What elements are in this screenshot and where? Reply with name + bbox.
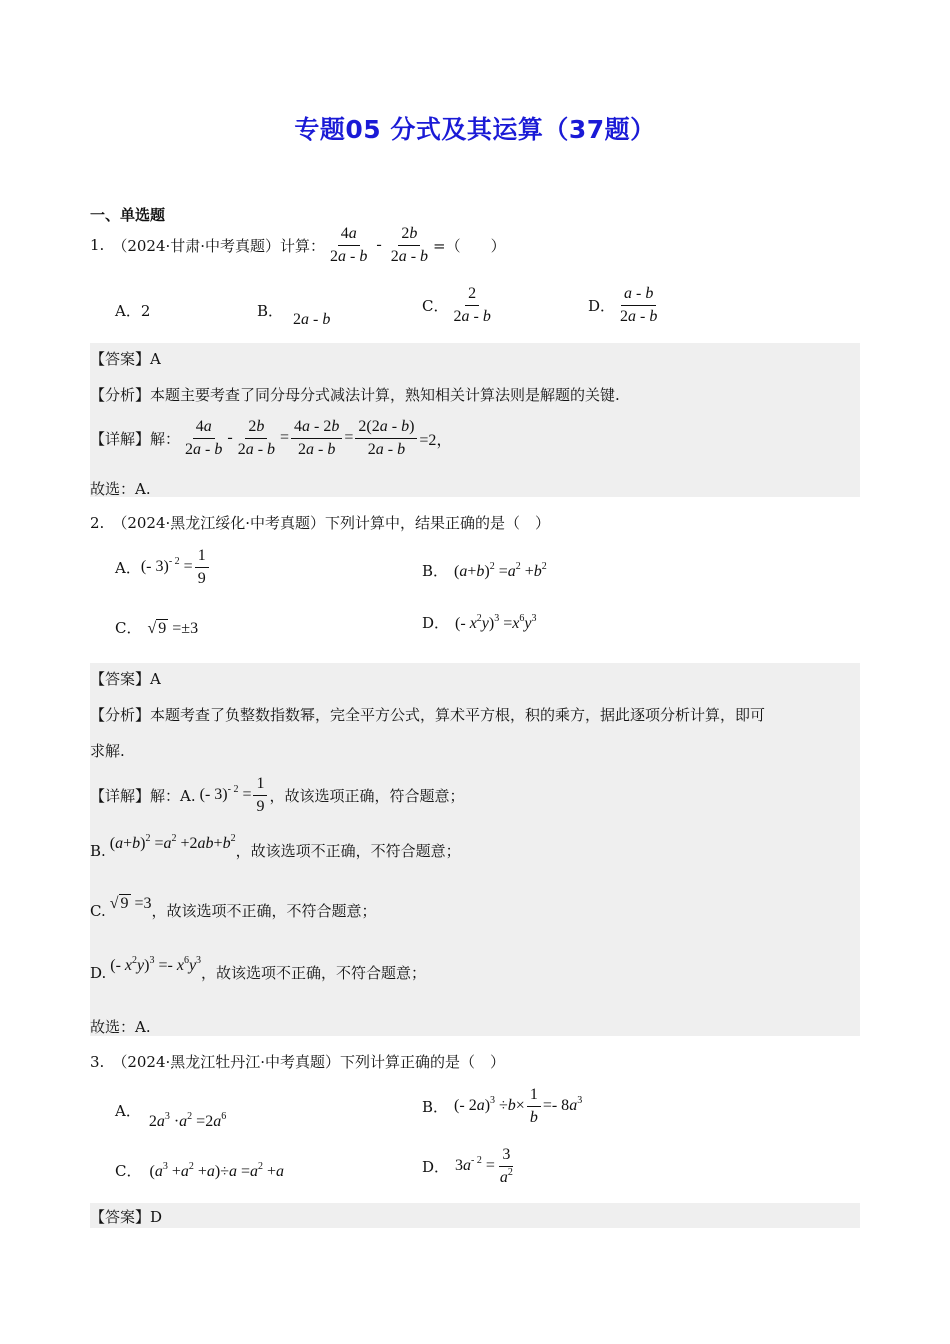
q2-detail-a: 【详解】 解：A. (- 3)$^{- 2}$ = $\frac{1}{9}$ ，故该选项正确，符合题意； bbox=[90, 774, 465, 815]
q2-detail-c: C. √ 9 =3，故该选项不正确，不符合题意； bbox=[90, 895, 377, 920]
q2-analysis-line2: 求解. bbox=[90, 742, 125, 760]
section-heading: 一、单选题 bbox=[90, 206, 166, 224]
q2-option-a: A． (- 3)$^{- 2}$ = $\frac{1}{9}$ bbox=[115, 545, 211, 589]
q3-solution-box bbox=[90, 1203, 860, 1228]
q2-answer: 【答案】A bbox=[90, 670, 161, 688]
q1-source: （2024·甘肃·中考真题）计算： bbox=[112, 236, 326, 255]
q1-option-b: B． 2a - b bbox=[257, 302, 331, 328]
q1-tail: =（ ） bbox=[433, 236, 506, 255]
q3-option-d: D． $3a^{- 2}$ = $\frac{3}{a^2}$ bbox=[422, 1145, 513, 1186]
q3-option-a: A．$2a^3 \cdot a^2 =2a^6$ bbox=[115, 1102, 227, 1130]
q1-option-d: D． $\frac{a - b}{2a - b}$ bbox=[588, 285, 658, 325]
q3-option-c: C． $(a^3 +a^2 +a)\div a =a^2 +a$ bbox=[115, 1161, 285, 1180]
q2-option-c: C． √ 9 =±3 bbox=[115, 619, 199, 637]
page-title: 专题05 分式及其运算（37题） bbox=[294, 115, 656, 144]
q1-number: 1. bbox=[90, 236, 105, 254]
q1-detail: 【详解】 解： $\frac{4a}{2a - b}$ - $\frac{2b}{2a - b}$ = $\frac{4a - 2b}{2a - b}$ = $\frac{2(2a - b)}{2a - b}$ =2， bbox=[90, 417, 453, 458]
q3-answer: 【答案】D bbox=[90, 1208, 163, 1226]
q1-analysis: 【分析】本题主要考查了同分母分式减法计算，熟知相关计算法则是解题的关键. bbox=[90, 386, 620, 404]
q2-detail-d: D. (- $x^2y)^3 =- x^6y^3$，故该选项不正确，不符合题意； bbox=[90, 955, 427, 982]
q2-analysis-line1: 【分析】本题考查了负整数指数幂，完全平方公式，算术平方根，积的乘方，据此逐项分析计算，即可 bbox=[90, 706, 766, 724]
question-1 bbox=[90, 224, 506, 266]
q3-option-b: B． (- 2a)$^3$ ÷b× $\frac{1}{b}$ =- $8a^3$ bbox=[422, 1085, 583, 1126]
q1-answer: 【答案】A bbox=[90, 350, 161, 368]
q2-detail-b: B. $(a+b)^2 =a^2 +2ab+b^2$，故该选项不正确，不符合题意； bbox=[90, 833, 461, 860]
q1-choose: 故选：A. bbox=[90, 480, 151, 498]
q1-expression: $\frac{4a}{2a - b}$ - $\frac{2b}{2a - b}$ bbox=[330, 224, 429, 265]
question-3: 3. （2024·黑龙江牡丹江·中考真题）下列计算正确的是（ ） bbox=[90, 1053, 506, 1071]
q2-choose: 故选：A. bbox=[90, 1018, 151, 1036]
q2-option-d: D． (- $x^2y)^3 =x^6y^3$ bbox=[422, 613, 537, 632]
question-2: 2. （2024·黑龙江绥化·中考真题）下列计算中，结果正确的是（ ） bbox=[90, 514, 551, 532]
q1-option-a: A．2 bbox=[115, 302, 151, 320]
q1-option-c: C． $\frac{2}{2a - b}$ bbox=[422, 285, 491, 325]
q2-option-b: B． $(a+b)^2 =a^2 +b^2$ bbox=[422, 561, 547, 580]
